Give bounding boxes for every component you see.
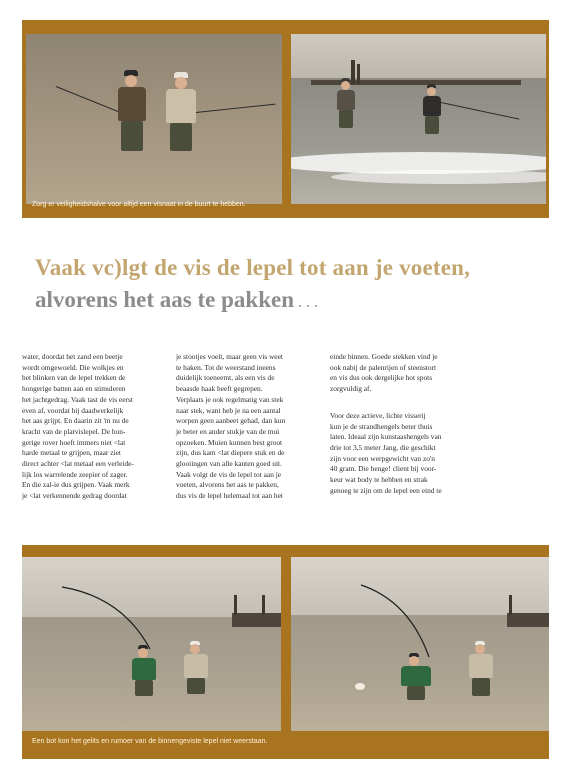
sky [291, 34, 546, 78]
text-line: zijn, dus kam <lat diepere stuk en de [176, 448, 285, 458]
text-line: te haken. Tot de weerstand ineens [176, 362, 276, 372]
text-line: duidelijk toeneemt, als een vis de [176, 373, 275, 383]
text-line: harde metaal te grijpen, maar ziet [22, 448, 121, 458]
text-line: En die zal-ie dus grijpen. Vaak merk [22, 480, 130, 490]
angler-right [182, 641, 210, 697]
text-line: zijn voor een werpgewicht van zo'n [330, 453, 435, 463]
article-column-3 [330, 352, 466, 496]
photo-landing-the-fish [291, 557, 549, 731]
text-line: wordt omgewoeld. Die wolkjes en [22, 362, 124, 372]
text-line: Verplaats je ook regelmatig van stek [176, 394, 284, 404]
top-photo-band [22, 20, 549, 218]
text-line: lijk los warrelende zeepier of zager. [22, 469, 128, 479]
text-line: 40 gram. Die henge! client bij voor- [330, 464, 437, 474]
text-line: kun je de strandhengels beter thuis [330, 421, 433, 431]
text-line: laten. Ideaal zijn kunstaashengels van [330, 432, 442, 442]
text-line: even af, voordat hij daadwerkelijk [22, 405, 124, 415]
text-line: kracht van de platvislepel. De hon- [22, 426, 126, 436]
article-column-2 [176, 352, 312, 502]
headline-line-2 [35, 287, 535, 313]
text-line: zorgvuldig af. [330, 384, 372, 394]
angler-left [130, 645, 158, 701]
text-line: water, doordat het zand een beetje [22, 352, 123, 361]
text-line: glooiingen van alle kanten goed uit. [176, 459, 282, 469]
angler-right [467, 641, 495, 701]
caught-flatfish [355, 683, 365, 690]
headline-line-2-text: alvorens het aas te pakken [35, 287, 294, 312]
text-line: voeten, alvorens het aas te pakken, [176, 480, 279, 490]
text-line: naar stek, want heb je na een aantal [176, 405, 281, 415]
text-line: Vaak volgt de vis de lepel tot aan je [176, 469, 282, 479]
sea-water [26, 34, 282, 204]
text-line: opzoeken. Muien kunnen best groot [176, 437, 283, 447]
text-line: Voor deze actieve, lichte visserij [330, 410, 426, 420]
column-3-paragraph-2 [330, 411, 466, 497]
angler-left [399, 653, 433, 703]
bent-fishing-rod [291, 557, 549, 731]
text-line: genoeg te zijn om de lepel een eind te [330, 485, 442, 495]
text-line: je <lat verkennende gedrag doordat [22, 491, 127, 501]
pier-post [357, 64, 360, 84]
text-line: je stootjes voelt, maar geen vis weet [176, 352, 283, 361]
bottom-photo-caption: Een bot kon het gelits en rumoer van de binnengeviste lepel niet weerstaan. [32, 738, 268, 745]
photo-two-anglers-wading [26, 34, 282, 204]
article-column-1 [22, 352, 158, 502]
text-line: en vis dus ook dergelijke hot spots [330, 373, 433, 383]
photo-angler-bent-rod [22, 557, 281, 731]
angler-left [114, 70, 150, 160]
text-line: beaasde haak heeft gegrepen. [176, 384, 263, 394]
text-line: ook nabij de palenrijen of steenstort [330, 362, 437, 372]
text-line: keur wat body te hebben en strak [330, 475, 428, 485]
column-3-paragraph-1 [330, 352, 466, 395]
text-line: het jachtgedrag. Vaak tast de vis eerst [22, 394, 133, 404]
angler-left [335, 78, 357, 132]
top-photo-caption: Zorg er veiligheidshalve voor altijd een visnaat in de buurt te hebben. [32, 201, 246, 208]
angler-right [421, 84, 443, 138]
bottom-photo-band [22, 545, 549, 759]
text-line: het aas grijpt. En daarin zit 'm nu de [22, 416, 129, 426]
text-line: dus vis de lepel helemaal tot aan het [176, 491, 283, 501]
headline-ellipsis: . . . [294, 294, 318, 311]
photo-anglers-in-surf [291, 34, 546, 204]
text-line: hongerige batten aan en stimuleren [22, 384, 126, 394]
text-line: einde binnen. Goede stekken vind je [330, 352, 438, 361]
sea-water [291, 78, 546, 204]
text-line: worpen geen aanbeet gehad, dan kun [176, 416, 286, 426]
text-line: het blinken van de lepel trekken de [22, 373, 126, 383]
text-line: gerige rover hoeft immers niet <lat [22, 437, 126, 447]
text-line: je beter en ander stukje van de mui [176, 426, 280, 436]
angler-right [162, 72, 200, 162]
bent-fishing-rod [22, 557, 281, 731]
pull-quote-headline [35, 255, 535, 313]
headline-line-1: Vaak vc)lgt de vis de lepel tot aan je voeten, [35, 255, 471, 280]
text-line: drie tot 3,5 meter Jang, die geschikt [330, 442, 436, 452]
text-line: direct achter <lat metaal een verleide- [22, 459, 134, 469]
